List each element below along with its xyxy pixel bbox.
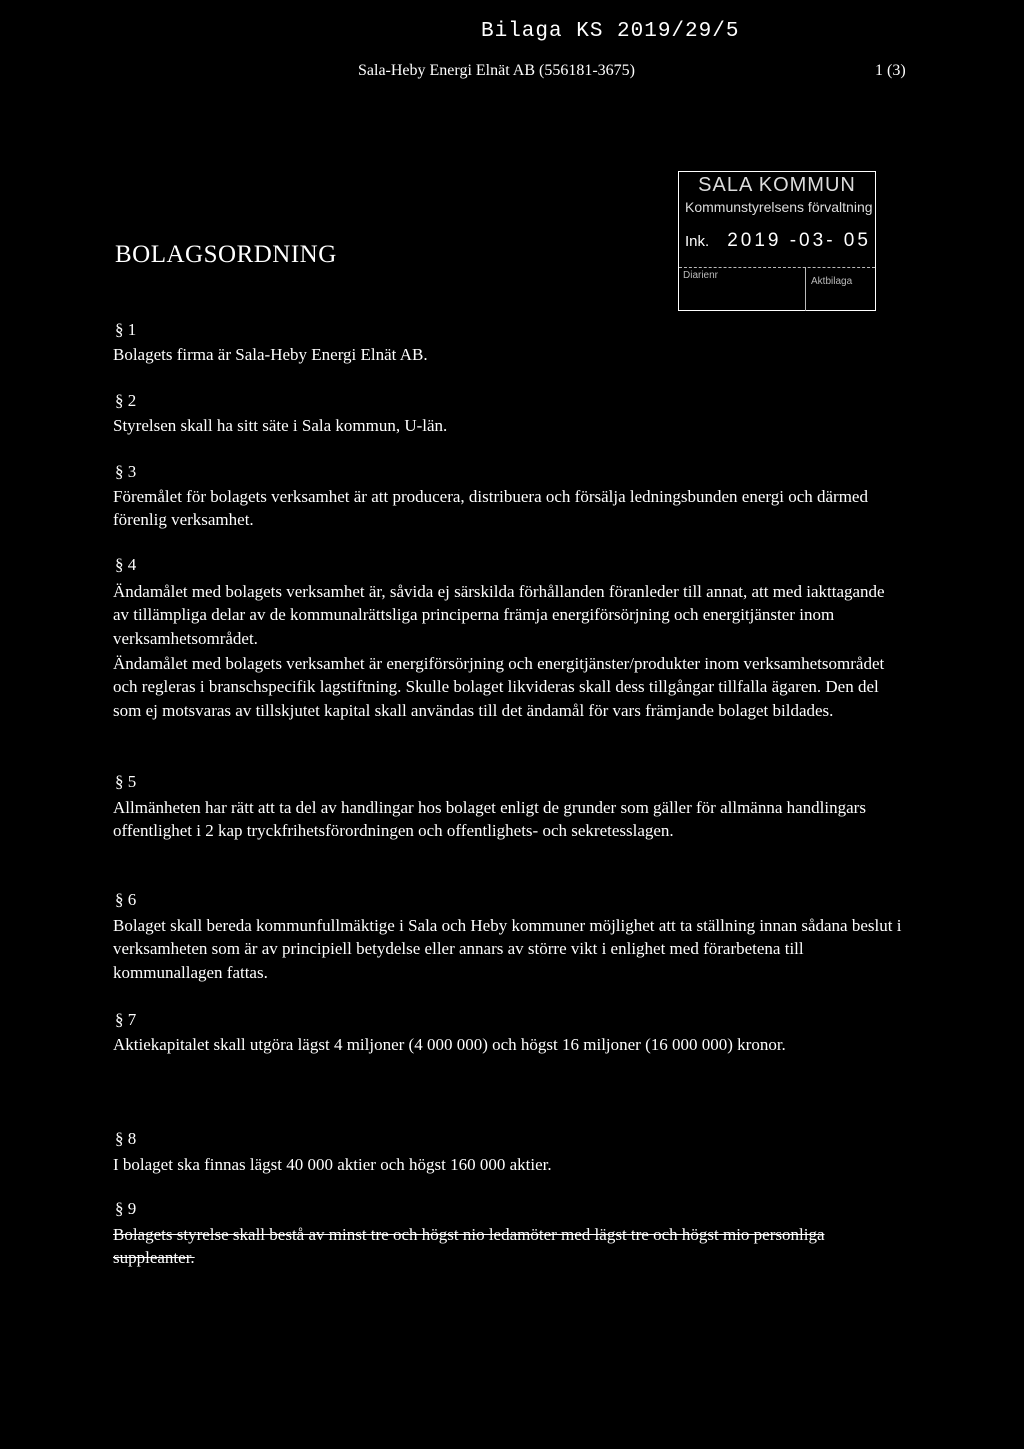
section-2-text: Styrelsen skall ha sitt säte i Sala kommun, U-län. bbox=[113, 416, 448, 435]
section-9-text-struck: Bolagets styrelse skall bestå av minst tre och högst nio ledamöter med lägst tre och högst mio personliga suppleanter. bbox=[113, 1225, 825, 1268]
section-7-number: § 7 bbox=[115, 1010, 137, 1029]
section-6-number: § 6 bbox=[115, 890, 137, 909]
section-3-number: § 3 bbox=[115, 462, 137, 481]
section-7-text: Aktiekapitalet skall utgöra lägst 4 miljoner (4 000 000) och högst 16 miljoner (16 000 000) kronor. bbox=[113, 1035, 786, 1054]
section-2-number: § 2 bbox=[115, 391, 137, 410]
stamp-org: SALA KOMMUN bbox=[698, 174, 856, 196]
section-1-number: § 1 bbox=[115, 320, 137, 339]
section-8-text: I bolaget ska finnas lägst 40 000 aktier och högst 160 000 aktier. bbox=[113, 1155, 552, 1174]
page-number: 1 (3) bbox=[875, 62, 906, 79]
stamp-diarienr-label: Diarienr bbox=[683, 270, 719, 281]
stamp-ink-row bbox=[685, 230, 871, 252]
stamp-aktbilaga-label: Aktbilaga bbox=[811, 276, 853, 287]
section-6-text: Bolaget skall bereda kommunfullmäktige i Sala och Heby kommuner möjlighet att ta ställning innan sådana beslut i verksamheten som är av principiell betydelse eller annars av större vikt i enlighet med förarbetena till kommunallagen fattas. bbox=[113, 916, 902, 982]
stamp-column-divider bbox=[805, 267, 806, 311]
document-title: BOLAGSORDNING bbox=[115, 241, 337, 268]
section-4-number: § 4 bbox=[115, 555, 137, 574]
section-4-text-continued: Ändamålet med bolagets verksamhet är energiförsörjning och energitjänster/produkter inom verksamhetsområdet och regleras i branschspecifik lagstiftning. Skulle bolaget likvideras skall dess tillgångar tillfalla ägaren. Den del som ej motsvaras av tillskjutet kapital skall användas till det ändamål för vars främjande bolaget bildades. bbox=[113, 654, 885, 720]
stamp-divider bbox=[679, 267, 875, 268]
stamp-ink-date: 2019 -03- 05 bbox=[727, 230, 871, 251]
section-9-number: § 9 bbox=[115, 1199, 137, 1218]
section-5-number: § 5 bbox=[115, 772, 137, 791]
section-1-text: Bolagets firma är Sala-Heby Energi Elnät AB. bbox=[113, 345, 428, 364]
bilaga-reference: Bilaga KS 2019/29/5 bbox=[481, 20, 740, 43]
section-8-number: § 8 bbox=[115, 1129, 137, 1148]
section-3-text: Föremålet för bolagets verksamhet är att producera, distribuera och försälja ledningsbunden energi och därmed förenlig verksamhet. bbox=[113, 487, 868, 530]
section-5-text: Allmänheten har rätt att ta del av handlingar hos bolaget enligt de grunder som gäller för allmänna handlingars offentlighet i 2 kap tryckfrihetsförordningen och offentlighets- och sekretesslagen. bbox=[113, 798, 866, 841]
stamp-dept: Kommunstyrelsens förvaltning bbox=[685, 199, 873, 215]
section-4-text: Ändamålet med bolagets verksamhet är, såvida ej särskilda förhållanden föranleder till annat, att med iakttagande av tillämpliga delar av de kommunalrättsliga principerna främja energiförsörjning och energitjänster inom verksamhetsområdet. bbox=[113, 582, 885, 648]
received-stamp bbox=[678, 171, 876, 311]
stamp-ink-label: Ink. bbox=[685, 233, 710, 250]
company-header: Sala-Heby Energi Elnät AB (556181-3675) bbox=[358, 62, 635, 79]
